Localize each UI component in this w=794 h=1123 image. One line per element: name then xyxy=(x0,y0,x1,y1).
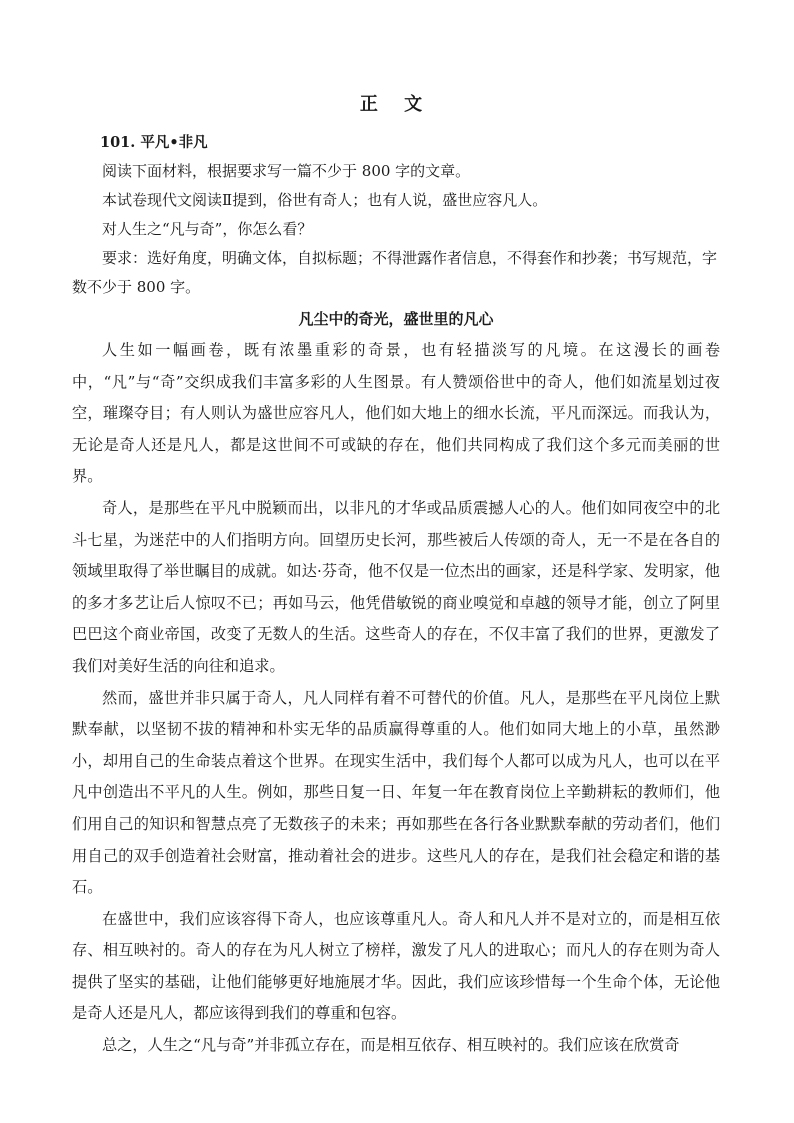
essay-paragraph: 人生如一幅画卷，既有浓墨重彩的奇景，也有轻描淡写的凡境。在这漫长的画卷中，“凡”与“奇”交织成我们丰富多彩的人生图景。有人赞颂俗世中的奇人，他们如流星划过夜空，璀璨夺目；有人则认为盛世应容凡人，他们如大地上的细水长流，平凡而深远。而我认为，无论是奇人还是凡人，都是这世间不可或缺的存在，他们共同构成了我们这个多元而美丽的世界。 xyxy=(72,341,720,486)
question-title: 101. 平凡•非凡 xyxy=(100,134,208,151)
prompt-requirements: 要求：选好角度，明确文体，自拟标题；不得泄露作者信息，不得套作和抄袭；书写规范，字数不少于 800 字。 xyxy=(72,249,718,296)
prompt-line: 阅读下面材料，根据要求写一篇不少于 800 字的文章。 xyxy=(102,162,471,180)
essay-paragraph: 总之，人生之“凡与奇”并非孤立存在，而是相互依存、相互映衬的。我们应该在欣赏奇 xyxy=(102,1036,680,1055)
prompt-line: 对人生之“凡与奇”，你怎么看？ xyxy=(102,220,313,238)
essay-paragraph: 在盛世中，我们应该容得下奇人，也应该尊重凡人。奇人和凡人并不是对立的，而是相互依存、相互映衬的。奇人的存在为凡人树立了榜样，激发了凡人的进取心；而凡人的存在则为奇人提供了坚实的基础，让他们能够更好地施展才华。因此，我们应该珍惜每一个生命个体，无论他是奇人还是凡人，都应该得到我们的尊重和包容。 xyxy=(72,909,720,1023)
page-title: 正 文 xyxy=(359,94,433,115)
essay-paragraph: 然而，盛世并非只属于奇人，凡人同样有着不可替代的价值。凡人，是那些在平凡岗位上默默奉献，以坚韧不拔的精神和朴实无华的品质赢得尊重的人。他们如同大地上的小草，虽然渺小，却用自己的生命装点着这个世界。在现实生活中，我们每个人都可以成为凡人，也可以在平凡中创造出不平凡的人生。例如，那些日复一日、年复一年在教育岗位上辛勤耕耘的教师们，他们用自己的知识和智慧点亮了无数孩子的未来；再如那些在各行各业默默奉献的劳动者们，他们用自己的双手创造着社会财富，推动着社会的进步。这些凡人的存在，是我们社会稳定和谐的基石。 xyxy=(72,688,720,897)
prompt-line: 本试卷现代文阅读Ⅱ提到，俗世有奇人；也有人说，盛世应容凡人。 xyxy=(102,191,548,209)
essay-title: 凡尘中的奇光，盛世里的凡心 xyxy=(298,310,494,328)
document-page xyxy=(72,92,720,1062)
essay-paragraph: 奇人，是那些在平凡中脱颖而出，以非凡的才华或品质震撼人心的人。他们如同夜空中的北斗七星，为迷茫中的人们指明方向。回望历史长河，那些被后人传颂的奇人，无一不是在各自的领域里取得了举世瞩目的成就。如达·芬奇，他不仅是一位杰出的画家，还是科学家、发明家，他的多才多艺让后人惊叹不已；再如马云，他凭借敏锐的商业嗅觉和卓越的领导才能，创立了阿里巴巴这个商业帝国，改变了无数人的生活。这些奇人的存在，不仅丰富了我们的世界，更激发了我们对美好生活的向往和追求。 xyxy=(72,498,720,675)
